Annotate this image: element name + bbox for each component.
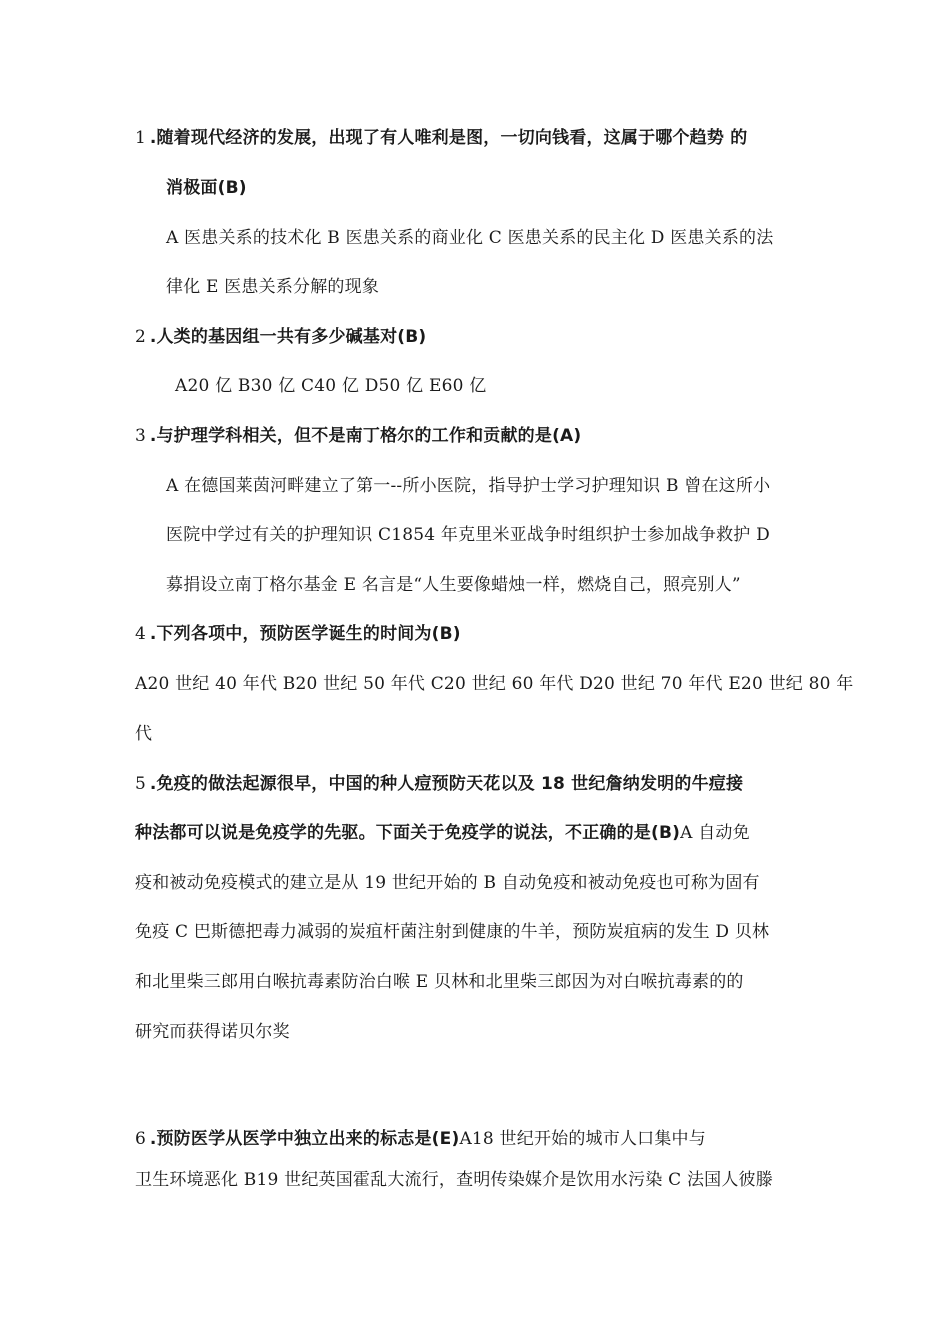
question-5-options-line-2: 免疫 C 巴斯德把毒力减弱的炭疽杆菌注射到健康的牛羊，预防炭疽病的发生 D 贝林: [135, 922, 770, 942]
question-5-options-line-1: 疫和被动免疫模式的建立是从 19 世纪开始的 B 自动免疫和被动免疫也可称为固有: [135, 873, 760, 893]
question-3-options-line-2: 医院中学过有关的护理知识 C1854 年克里米亚战争时组织护士参加战争救护 D: [166, 525, 770, 545]
question-5-number: 5: [135, 774, 150, 794]
question-2-stem-text: .人类的基因组一共有多少碱基对(B): [149, 327, 427, 347]
question-2-options-line-1: A20 亿 B30 亿 C40 亿 D50 亿 E60 亿: [175, 376, 487, 396]
question-6-options-start: A18 世纪开始的城市人口集中与: [459, 1129, 706, 1149]
question-4-options-line-2: 代: [135, 724, 153, 744]
question-2-number: 2: [135, 327, 150, 347]
question-1-options-line-1: A 医患关系的技术化 B 医患关系的商业化 C 医患关系的民主化 D 医患关系的法: [166, 228, 774, 248]
question-5-stem-line-2: [135, 821, 750, 845]
question-1-stem-line-1: [135, 126, 747, 150]
question-1-number: 1: [135, 128, 150, 148]
question-1-stem-line-2: 消极面(B): [166, 178, 247, 198]
question-1-options-line-2: 律化 E 医患关系分解的现象: [166, 277, 380, 297]
question-6-number: 6: [135, 1129, 150, 1149]
question-5-stem-line-1: [135, 772, 743, 796]
question-4-number: 4: [135, 624, 150, 644]
question-4-stem-text: .下列各项中，预防医学诞生的时间为(B): [149, 624, 461, 644]
question-5-stem-text: .免疫的做法起源很早，中国的种人痘预防天花以及 18 世纪詹纳发明的牛痘接: [149, 774, 744, 794]
question-5-options-line-3: 和北里柴三郎用白喉抗毒素防治白喉 E 贝林和北里柴三郎因为对白喉抗毒素的的: [135, 972, 744, 992]
question-5-options-line-4: 研究而获得诺贝尔奖: [135, 1022, 290, 1042]
question-2-stem-line-1: [135, 325, 426, 349]
question-1-stem-text: .随着现代经济的发展，出现了有人唯利是图，一切向钱看，这属于哪个趋势 的: [149, 128, 748, 148]
question-5-options-start: A 自动免: [680, 823, 750, 843]
question-3-options-line-1: A 在德国莱茵河畔建立了第一--所小医院，指导护士学习护理知识 B 曾在这所小: [166, 476, 771, 496]
question-5-stem-text-2: 种法都可以说是免疫学的先驱。下面关于免疫学的说法，不正确的是(B): [135, 823, 681, 843]
question-6-stem-line-1: [135, 1127, 706, 1151]
question-3-number: 3: [135, 426, 150, 446]
question-6-options-line-1: 卫生环境恶化 B19 世纪英国霍乱大流行，查明传染媒介是饮用水污染 C 法国人彼滕: [135, 1170, 773, 1190]
question-6-stem-text: .预防医学从医学中独立出来的标志是(E): [149, 1129, 460, 1149]
question-4-options-line-1: A20 世纪 40 年代 B20 世纪 50 年代 C20 世纪 60 年代 D20 世纪 70 年代 E20 世纪 80 年: [135, 674, 854, 694]
question-4-stem-line-1: [135, 622, 461, 646]
question-3-stem-text: .与护理学科相关，但不是南丁格尔的工作和贡献的是(A): [149, 426, 582, 446]
question-3-options-line-3: 募捐设立南丁格尔基金 E 名言是“人生要像蜡烛一样，燃烧自己，照亮别人”: [166, 575, 741, 595]
question-3-stem-line-1: [135, 424, 581, 448]
